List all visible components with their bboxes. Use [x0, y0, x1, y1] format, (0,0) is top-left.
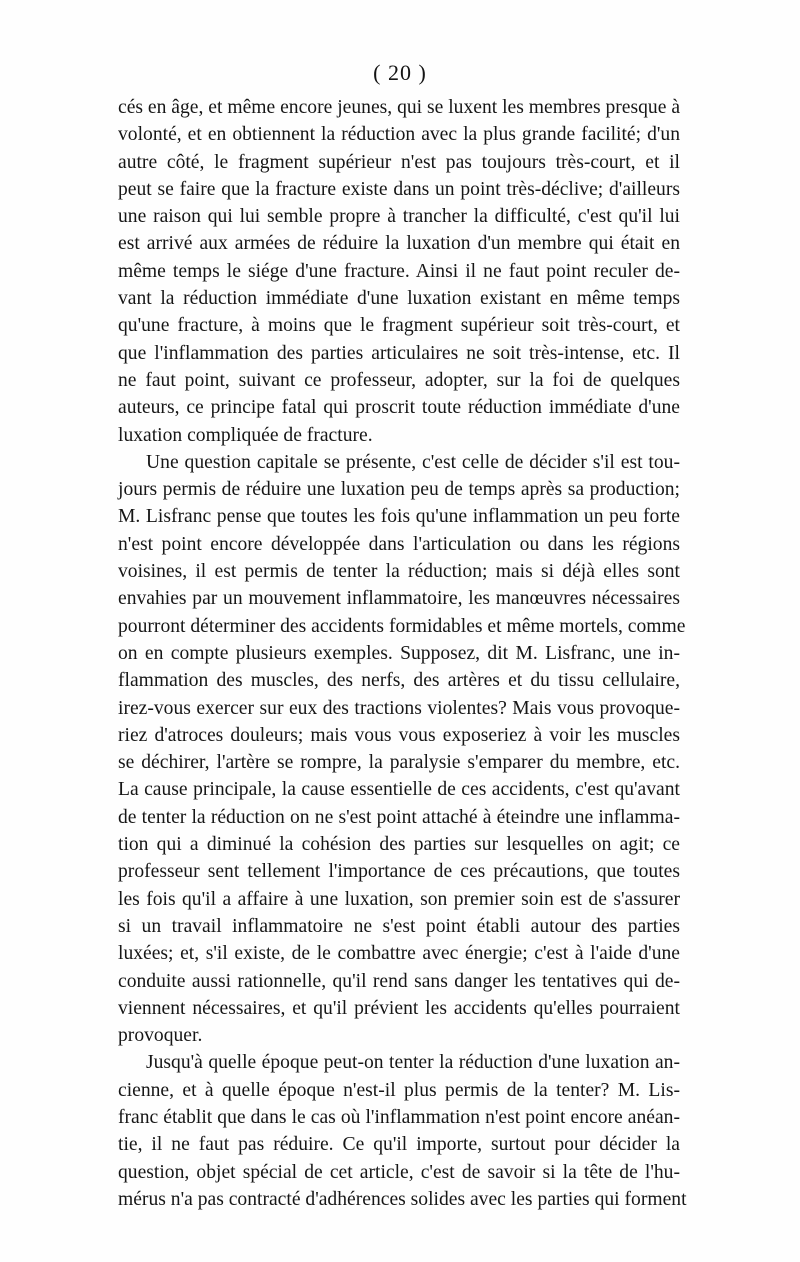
page-number: ( 20 ) — [373, 60, 427, 85]
text-line: cés en âge, et même encore jeunes, qui se luxent les membres presque à — [118, 97, 681, 118]
text-line: autre côté, le fragment supérieur n'est pas toujours très-court, et il — [118, 151, 680, 173]
paragraph — [118, 94, 680, 449]
text-line: mérus n'a pas contracté d'adhérences solides avec les parties qui forment — [118, 1188, 687, 1210]
text-line: luxées; et, s'il existe, de le combattre avec énergie; c'est à l'aide d'une — [118, 943, 680, 965]
text-line: vant la réduction immédiate d'une luxation existant en même temps — [118, 288, 680, 310]
text-line: volonté, et en obtiennent la réduction avec la plus grande facilité; d'un — [118, 124, 680, 146]
text-line: luxation compliquée de fracture. — [118, 424, 373, 446]
text-line: de tenter la réduction on ne s'est point attaché à éteindre une inflamma- — [118, 806, 680, 828]
text-line: flammation des muscles, des nerfs, des artères et du tissu cellulaire, — [118, 670, 680, 692]
text-line: ne faut point, suivant ce professeur, adopter, sur la foi de quelques — [118, 369, 680, 391]
text-line: professeur sent tellement l'importance de ces précautions, que toutes — [118, 861, 680, 883]
paragraph — [118, 1049, 687, 1213]
text-line: conduite aussi rationnelle, qu'il rend sans danger les tentatives qui de- — [118, 970, 680, 992]
paragraph — [118, 449, 686, 1050]
text-line: franc établit que dans le cas où l'inflammation n'est point encore anéan- — [118, 1106, 680, 1128]
text-line: riez d'atroces douleurs; mais vous vous exposeriez à voir les muscles — [118, 724, 680, 746]
text-line: M. Lisfranc pense que toutes les fois qu'une inflammation un peu forte — [118, 506, 680, 528]
text-line: est arrivé aux armées de réduire la luxation d'un membre qui était en — [118, 233, 680, 255]
text-line: provoquer. — [118, 1025, 203, 1047]
body-text — [118, 94, 687, 1213]
text-line: les fois qu'il a affaire à une luxation, son premier soin est de s'assurer — [118, 888, 680, 910]
text-line: tie, il ne faut pas réduire. Ce qu'il importe, surtout pour décider la — [118, 1134, 680, 1156]
text-line: auteurs, ce principe fatal qui proscrit toute réduction immédiate d'une — [118, 397, 680, 419]
text-line: viennent nécessaires, et qu'il prévient les accidents qu'elles pourraient — [118, 997, 680, 1019]
text-line: se déchirer, l'artère se rompre, la paralysie s'emparer du membre, etc. — [118, 752, 680, 774]
text-line: envahies par un mouvement inflammatoire, les manœuvres nécessaires — [118, 588, 680, 610]
text-line: tion qui a diminué la cohésion des parties sur lesquelles on agit; ce — [118, 834, 680, 856]
text-line: peut se faire que la fracture existe dans un point très-déclive; d'ailleurs — [118, 178, 680, 200]
text-line: qu'une fracture, à moins que le fragment supérieur soit très-court, et — [118, 315, 680, 337]
text-line: Une question capitale se présente, c'est celle de décider s'il est tou- — [146, 451, 680, 473]
text-line: irez-vous exercer sur eux des tractions violentes? Mais vous provoque- — [118, 697, 680, 719]
text-line: n'est point encore développée dans l'articulation ou dans les régions — [118, 533, 680, 555]
text-line: question, objet spécial de cet article, c'est de savoir si la tête de l'hu- — [118, 1161, 680, 1183]
text-line: même temps le siége d'une fracture. Ainsi il ne faut point reculer de- — [118, 260, 680, 282]
text-line: cienne, et à quelle époque n'est-il plus permis de la tenter? M. Lis- — [118, 1079, 680, 1101]
text-line: on en compte plusieurs exemples. Supposez, dit M. Lisfranc, une in- — [118, 642, 680, 664]
text-line: que l'inflammation des parties articulaires ne soit très-intense, etc. Il — [118, 342, 680, 364]
text-line: jours permis de réduire une luxation peu de temps après sa production; — [118, 479, 680, 501]
text-line: si un travail inflammatoire ne s'est point établi autour des parties — [118, 915, 680, 937]
text-line: voisines, il est permis de tenter la réduction; mais si déjà elles sont — [118, 561, 680, 583]
text-line: La cause principale, la cause essentielle de ces accidents, c'est qu'avant — [118, 779, 680, 801]
text-line: pourront déterminer des accidents formidables et même mortels, comme — [118, 615, 686, 637]
text-line: Jusqu'à quelle époque peut-on tenter la réduction d'une luxation an- — [146, 1052, 680, 1074]
text-line: une raison qui lui semble propre à trancher la difficulté, c'est qu'il lui — [118, 206, 680, 228]
